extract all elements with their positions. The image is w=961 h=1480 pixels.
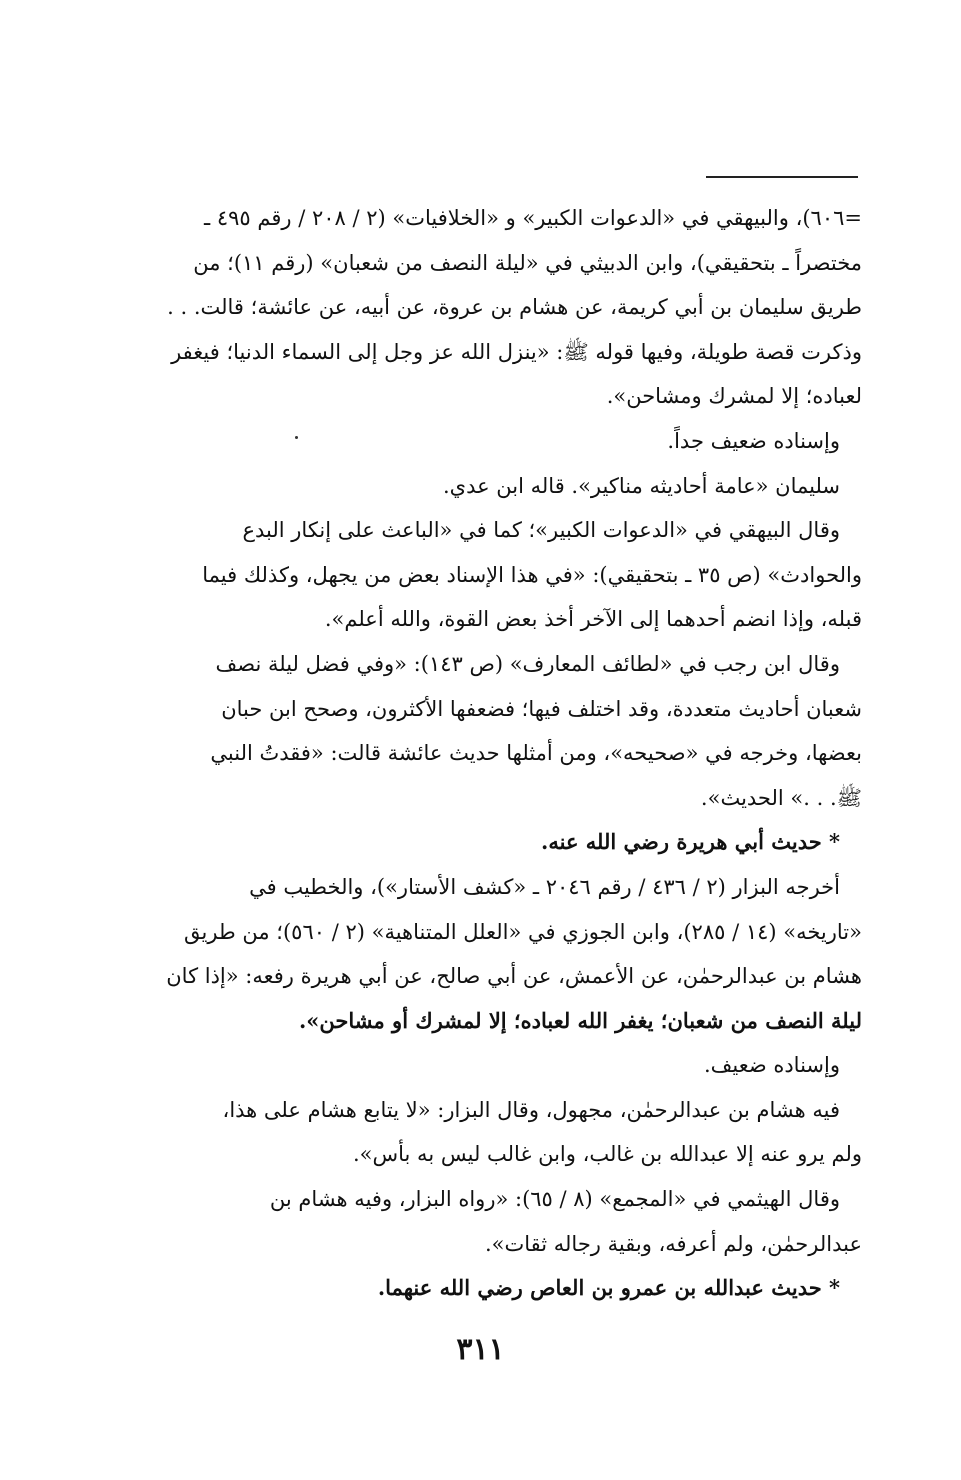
stray-dot bbox=[295, 436, 298, 439]
text-line: عبدالرحمٰن، ولم أعرفه، وبقية رجاله ثقات». bbox=[484, 1231, 862, 1256]
text-line: وإسناده ضعيف جداً. bbox=[667, 428, 840, 453]
page-number: ٣١١ bbox=[456, 1332, 505, 1367]
text-line: شعبان أحاديث متعددة، وقد اختلف فيها؛ فضعفها الأكثرون، وصحح ابن حبان bbox=[221, 696, 862, 721]
text-line: وإسناده ضعيف. bbox=[703, 1053, 840, 1078]
text-line: «تاريخه» (١٤ / ٢٨٥)، وابن الجوزي في «العلل المتناهية» (٢ / ٥٦٠)؛ من طريق bbox=[184, 919, 862, 944]
text-line: سليمان «عامة أحاديثه مناكير». قاله ابن عدي. bbox=[442, 473, 840, 498]
text-line: مختصراً ـ بتحقيقي)، وابن الدبيثي في «ليلة النصف من شعبان» (رقم ١١)؛ من bbox=[193, 250, 862, 275]
text-line: ولم يرو عنه إلا عبدالله بن غالب، وابن غالب ليس به بأس». bbox=[352, 1142, 862, 1167]
text-line: فيه هشام بن عبدالرحمٰن، مجهول، وقال البزار: «لا يتابع هشام على هذا، bbox=[222, 1097, 840, 1122]
text-line: ﷺ. . .» الحديث». bbox=[700, 785, 862, 810]
text-line: والحوادث» (ص ٣٥ ـ بتحقيقي): «في هذا الإسناد بعض من يجهل، وكذلك فيما bbox=[202, 562, 862, 587]
text-line: =٦٠٦)، والبيهقي في «الدعوات الكبير» و «الخلافيات» (٢ / ٢٠٨ / رقم ٤٩٥ ـ bbox=[204, 206, 862, 230]
text-line: هشام بن عبدالرحمٰن، عن الأعمش، عن أبي صالح، عن أبي هريرة رفعه: «إذا كان bbox=[166, 964, 862, 989]
section-heading: * حديث أبي هريرة رضي الله عنه. bbox=[541, 829, 840, 855]
text-line: وذكرت قصة طويلة، وفيها قوله ﷺ: «ينزل الله عز وجل إلى السماء الدنيا؛ فيغفر bbox=[171, 339, 862, 364]
text-line: وقال البيهقي في «الدعوات الكبير»؛ كما في «الباعث على إنكار البدع bbox=[242, 518, 840, 543]
text-line: ليلة النصف من شعبان؛ يغفر الله لعباده؛ إلا لمشرك أو مشاحن». bbox=[298, 1007, 862, 1033]
text-line: لعباده؛ إلا لمشرك ومشاحن». bbox=[606, 384, 862, 409]
text-line: بعضها، وخرجه في «صحيحه»، ومن أمثلها حديث عائشة قالت: «فقدتُ النبي bbox=[210, 741, 862, 766]
footnote-text-block bbox=[140, 196, 862, 1311]
text-line: أخرجه البزار (٢ / ٤٣٦ / رقم ٢٠٤٦ ـ «كشف الأستار»)، والخطيب في bbox=[249, 874, 840, 899]
text-line: وقال الهيثمي في «المجمع» (٨ / ٦٥): «رواه البزار، وفيه هشام بن bbox=[269, 1187, 840, 1212]
text-line: طريق سليمان بن أبي كريمة، عن هشام بن عروة، عن أبيه، عن عائشة؛ قالت. . . bbox=[167, 295, 862, 320]
text-line: وقال ابن رجب في «لطائف المعارف» (ص ١٤٣): «وفي فضل ليلة نصف bbox=[215, 651, 840, 676]
text-line: قبله، وإذا انضم أحدهما إلى الآخر أخذ بعض القوة، والله أعلم». bbox=[324, 607, 862, 632]
footnote-separator-rule bbox=[706, 176, 858, 178]
section-heading: * حديث عبدالله بن عمرو بن العاص رضي الله عنهما. bbox=[377, 1275, 840, 1301]
